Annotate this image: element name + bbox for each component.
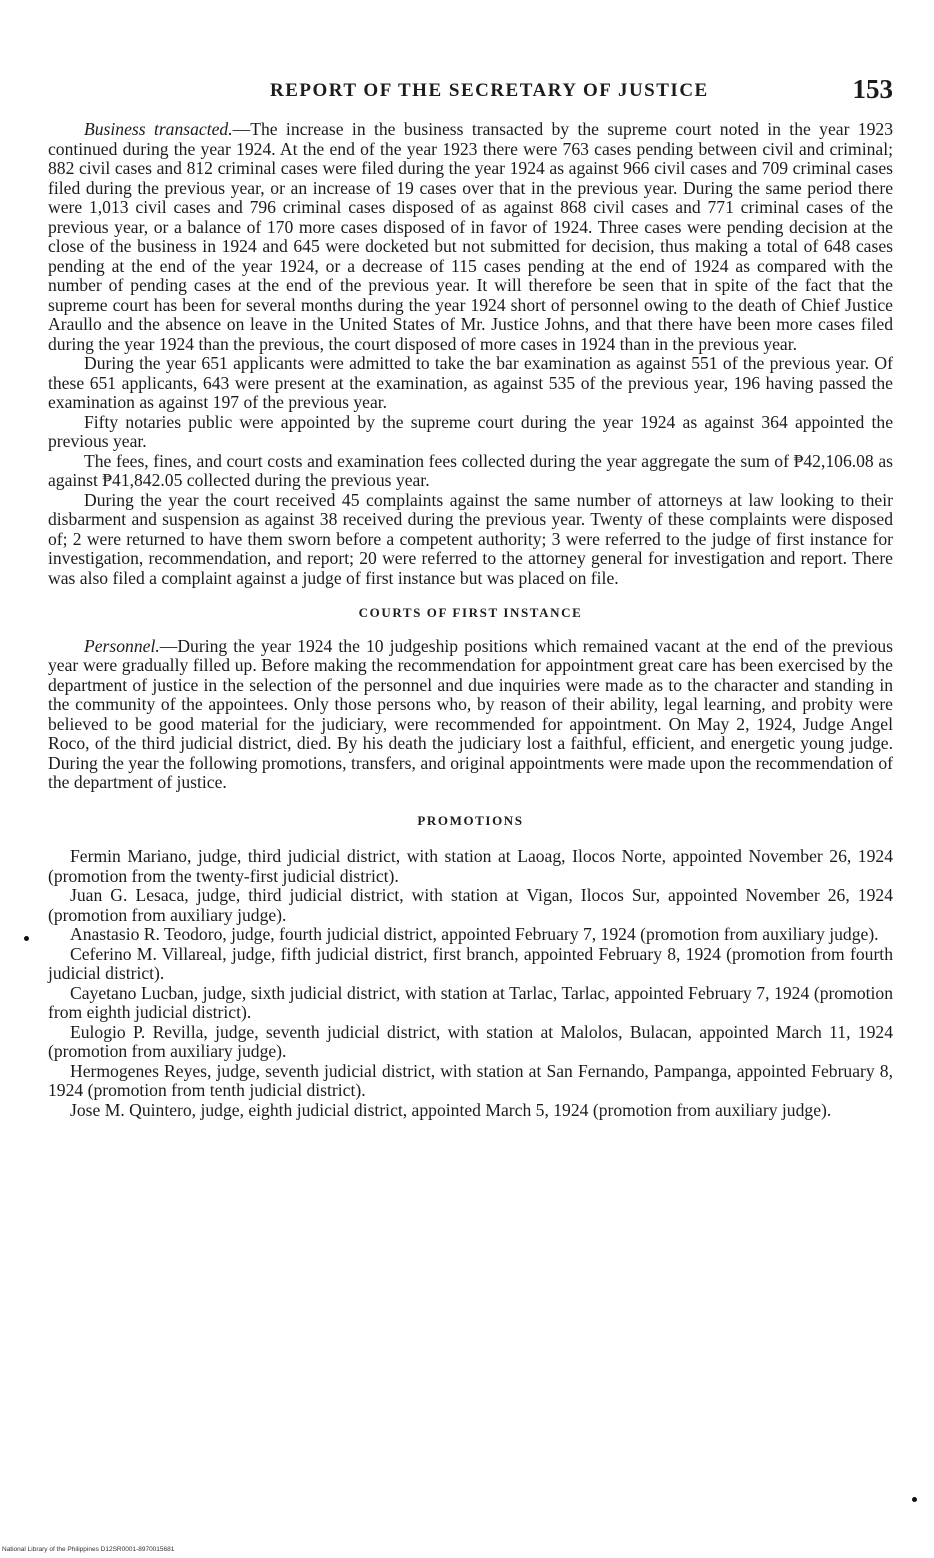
paragraph-personnel xyxy=(48,637,893,793)
scan-speck xyxy=(912,1497,917,1502)
list-item: Jose M. Quintero, judge, eighth judicial district, appointed March 5, 1924 (promotion from auxiliary judge). xyxy=(70,1099,832,1120)
paragraph-text: —The increase in the business transacted by the supreme court noted in the year 1923 continued during the year 1924. At the end of the year 1923 there were 763 cases pending between civil and criminal; 882 civil cases and 812 criminal cases were filed during the year 1924 as against 966 civil cases and 709 criminal cases filed during the previous year, or an increase of 19 cases over that in the previous year. During the same period there were 1,013 civil cases and 796 criminal cases disposed of as against 868 civil cases and 771 criminal cases of the previous year, or a balance of 170 more cases disposed of in favor of 1924. Three cases were pending decision at the close of the business in 1924 and 645 were docketed but not submitted for decision, thus making a total of 648 cases pending at the end of the year 1924, or a decrease of 115 cases pending at the end of 1924 as compared with the number of pending cases at the end of the previous year. It will therefore be seen that in spite of the fact that the supreme court has been for several months during the year 1924 short of personnel owing to the death of Chief Justice Araullo and the absence on leave in the United States of Mr. Justice Johns, and that there have been more cases filed during the year 1924 than the previous, the court disposed of more cases in 1924 than in the previous year. xyxy=(48,119,893,354)
run-in-heading: Personnel. xyxy=(84,635,160,656)
list-item: Ceferino M. Villareal, judge, fifth judicial district, first branch, appointed February 8, 1924 (promotion from fourth judicial district). xyxy=(48,943,893,983)
section-heading-courts-first-instance: COURTS OF FIRST INSTANCE xyxy=(358,605,583,620)
paragraph-business-transacted xyxy=(48,120,893,354)
paragraph-fees: The fees, fines, and court costs and examination fees collected during the year aggregate the sum of ₱42,106.08 as against ₱41,842.05 collected during the previous year. xyxy=(48,450,893,490)
section-heading-promotions: PROMOTIONS xyxy=(417,812,524,828)
promotions-list xyxy=(48,847,893,1120)
paragraph-notaries: Fifty notaries public were appointed by the supreme court during the year 1924 as against 364 appointed the previous year. xyxy=(48,411,893,451)
list-item: Anastasio R. Teodoro, judge, fourth judicial district, appointed February 7, 1924 (promotion from auxiliary judge). xyxy=(70,924,879,944)
paragraph-bar-examination: During the year 651 applicants were admitted to take the bar examination as against 551 of the previous year. Of these 651 applicants, 643 were present at the examination, as against 535 of the previous year, 196 having passed the examination as against 197 of the previous year. xyxy=(48,353,893,412)
running-head xyxy=(48,72,893,112)
footer-credit: National Library of the Philippines D12SR0001-8970015681 xyxy=(2,1546,175,1553)
list-item: Cayetano Lucban, judge, sixth judicial district, with station at Tarlac, Tarlac, appointed February 7, 1924 (promotion from eighth judicial district). xyxy=(48,982,893,1022)
paragraph-complaints: During the year the court received 45 complaints against the same number of attorneys at law looking to their disbarment and suspension as against 38 received during the previous year. Twenty of these complaints were disposed of; 2 were returned to have them sworn before a competent authority; 3 were referred to the judge of first instance for investigation, recommendation, and report; 20 were referred to the attorney general for investigation and report. There was also filed a complaint against a judge of first instance but was placed on file. xyxy=(48,489,893,588)
scan-speck xyxy=(24,936,29,941)
body-text xyxy=(48,120,893,1120)
run-in-heading: Business transacted. xyxy=(84,119,233,139)
list-item: Fermin Mariano, judge, third judicial district, with station at Laoag, Ilocos Norte, appointed November 26, 1924 (promotion from the twenty-first judicial district). xyxy=(48,846,893,886)
list-item: Eulogio P. Revilla, judge, seventh judicial district, with station at Malolos, Bulacan, appointed March 11, 1924 (promotion from auxiliary judge). xyxy=(48,1021,893,1061)
paragraph-text: —During the year 1924 the 10 judgeship positions which remained vacant at the end of the previous year were gradually filled up. Before making the recommendation for appointment great care has been exercised by the department of justice in the selection of the personnel and due inquiries were made as to the character and standing in the community of the appointees. Only those persons who, by reason of their ability, legal learning, and probity were believed to be good material for the judiciary, were recommended for appointment. On May 2, 1924, Judge Angel Roco, of the third judicial district, died. By his death the judiciary lost a faithful, efficient, and energetic young judge. During the year the following promotions, transfers, and original appointments were made upon the recommendation of the department of justice. xyxy=(48,635,893,792)
page-number: 153 xyxy=(852,74,893,104)
list-item: Hermogenes Reyes, judge, seventh judicial district, with station at San Fernando, Pampanga, appointed February 8, 1924 (promotion from tenth judicial district). xyxy=(48,1060,893,1100)
running-title: REPORT OF THE SECRETARY OF JUSTICE xyxy=(270,80,709,101)
list-item: Juan G. Lesaca, judge, third judicial district, with station at Vigan, Ilocos Sur, appointed November 26, 1924 (promotion from auxiliary judge). xyxy=(48,885,893,925)
